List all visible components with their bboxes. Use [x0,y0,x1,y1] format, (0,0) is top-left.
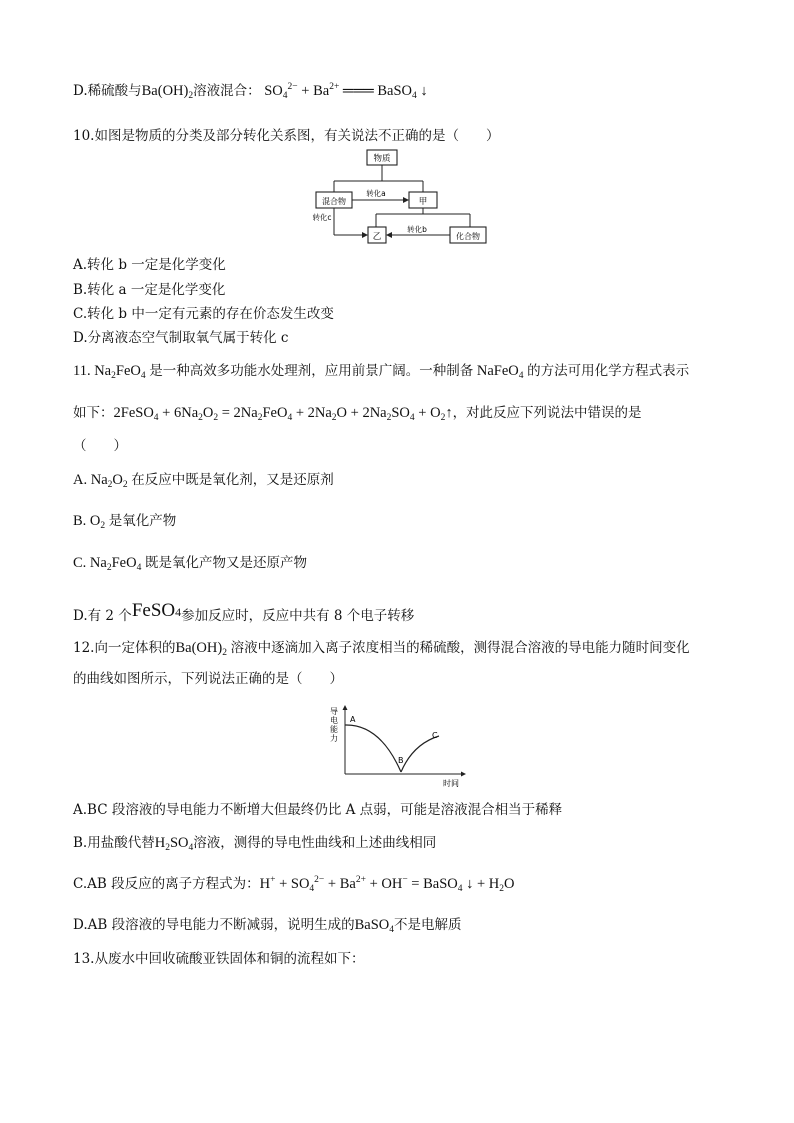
y-label-3: 能 [330,725,338,734]
label-transform-a: 转化a [366,189,386,198]
q11-option-b: B. $O_2$ 是氧化产物 [73,513,177,531]
q10-option-a: A.转化 b 一定是化学变化 [73,257,226,273]
y-label-2: 电 [330,716,338,725]
q11-option-c: C. $Na_2FeO_4$ 既是氧化产物又是还原产物 [73,555,307,573]
point-a: A [350,715,356,724]
box-substance: 物质 [373,154,391,164]
question-12: 12.向一定体积的$Ba(OH)_2$ 溶液中逐滴加入离子浓度相当的稀硫酸，测得混合溶液的导电能力随时间变化 [73,640,690,658]
question-11: 11. $Na_2FeO_4$ 是一种高效多功能水处理剂，应用前景广阔。一种制备 NaFeO$_4$ 的方法可用化学方程式表示 [73,363,690,381]
q10-option-b: B.转化 a 一定是化学变化 [73,282,226,298]
curve-bc [401,736,439,772]
classification-flow-diagram [310,146,490,246]
q12-option-a: A.BC 段溶液的导电能力不断增大但最终仍比 A 点弱，可能是溶液混合相当于稀释 [73,802,563,818]
point-b: B [398,756,404,765]
point-c: C [432,731,438,740]
q10-option-c: C.转化 b 中一定有元素的存在价态发生改变 [73,306,334,322]
question-11-equation-line: 如下：2FeSO$_4$ + $6Na_2O_2 = 2Na_2FeO_4 + 2Na_2O + 2Na_2SO_4$ + $O_2↑$，对此反应下列说法中错误的是 [73,405,642,423]
q11-option-d: D.有 2 个FeSO4参加反应时，反应中共有 8 个电子转移 [73,600,415,624]
question-10: 10.如图是物质的分类及部分转化关系图，有关说法不正确的是（ ） [73,128,500,144]
q12-option-c: C.AB 段反应的离子方程式为：$H^+ + SO_4^{2-} + Ba^{2+} + OH^-$ = BaSO$_4$ ↓ + $H_2O$ [73,875,515,894]
curve-ab [345,725,401,772]
q11-option-a: A. $Na_2O_2$ 在反应中既是氧化剂，又是还原剂 [73,472,334,490]
y-label-1: 导 [330,707,338,716]
box-mixture: 混合物 [322,197,346,206]
reaction-equation: 2FeSO$_4$ + $6Na_2O_2 = 2Na_2FeO_4 + 2Na_2O + 2Na_2SO_4$ + $O_2↑$ [113,405,453,423]
question-13: 13.从废水中回收硫酸亚铁固体和铜的流程如下： [73,951,365,967]
q12-option-b: B.用盐酸代替$H_2SO_4$溶液，测得的导电性曲线和上述曲线相同 [73,835,437,853]
ionic-equation-ab: $H^+ + SO_4^{2-} + Ba^{2+} + OH^-$ = BaSO$_4$ ↓ + $H_2O$ [259,875,515,894]
y-label-4: 力 [330,734,338,743]
q12-option-d: D.AB 段溶液的导电能力不断减弱，说明生成的BaSO$_4$不是电解质 [73,917,462,935]
question-11-paren: （ ） [73,438,127,454]
label-transform-c: 转化c [312,213,332,222]
question-12-line2: 的曲线如图所示，下列说法正确的是（ ） [73,671,343,687]
box-yi: 乙 [372,232,382,242]
box-jia: 甲 [418,197,428,207]
q10-option-d: D.分离液态空气制取氧气属于转化 c [73,330,289,346]
ionic-equation: $SO_4^{2-} + Ba^{2+}$ ═══ BaSO$_4$ ↓ [260,82,428,101]
box-compound: 化合物 [456,232,480,241]
x-label: 时间 [443,779,459,788]
conductivity-graph [325,700,470,790]
label-transform-b: 转化b [407,225,427,234]
q9-option-d: D.稀硫酸与$Ba(OH)_2$溶液混合： $SO_4^{2-} + Ba^{2+}$ ═══ BaSO$_4$ ↓ [73,82,428,101]
